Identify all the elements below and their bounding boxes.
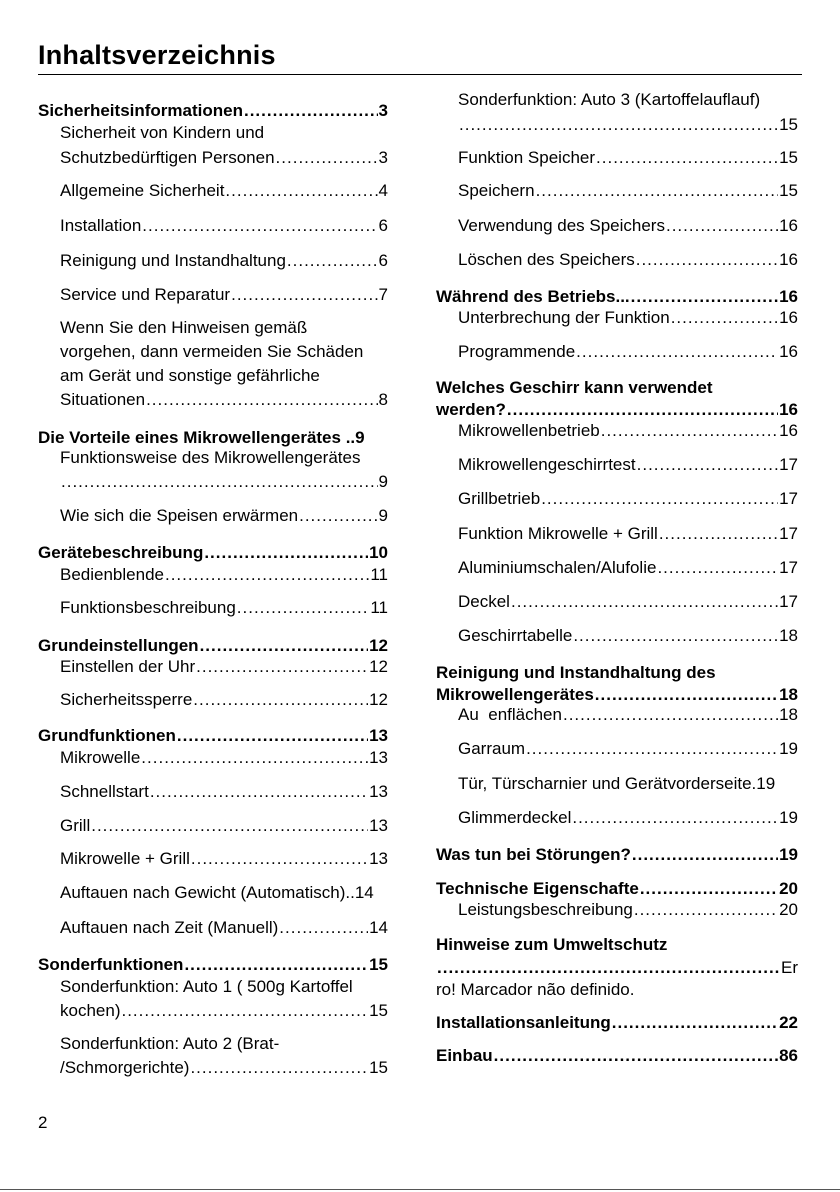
toc-label: Funktionsbeschreibung: [60, 598, 236, 617]
toc-label: Sonderfunktionen: [38, 955, 184, 974]
toc-entry[interactable]: [60, 179, 388, 203]
toc-label: kochen): [60, 1001, 121, 1020]
toc-label: Auftauen nach Gewicht (Automatisch)..: [60, 883, 355, 902]
toc-label: Mikrowellengerätes: [436, 685, 594, 704]
toc-page: 18: [779, 626, 798, 645]
toc-entry[interactable]: [458, 772, 798, 796]
toc-label: Programmende: [458, 342, 576, 361]
toc-entry[interactable]: [60, 316, 388, 340]
toc-page: 8: [378, 390, 388, 409]
toc-heading[interactable]: [436, 1011, 798, 1035]
toc-entry[interactable]: [60, 283, 388, 307]
toc-entry[interactable]: [458, 522, 798, 546]
toc-entry[interactable]: [458, 113, 798, 137]
toc-entry[interactable]: [60, 563, 388, 587]
toc-label: Sicherheit von Kindern und: [60, 123, 265, 142]
toc-label: Mikrowellenbetrieb: [458, 421, 600, 440]
toc-heading[interactable]: [38, 953, 388, 977]
toc-page: 86: [779, 1046, 798, 1065]
toc-heading[interactable]: [38, 99, 388, 123]
toc-label: Unterbrechung der Funktion: [458, 308, 670, 327]
toc-page: 15: [779, 181, 798, 200]
toc-heading[interactable]: [436, 843, 798, 867]
toc-label: Während des Betriebs...: [436, 287, 630, 306]
toc-page: 19: [779, 739, 798, 758]
toc-label: am Gerät und sonstige gefährliche: [60, 366, 320, 385]
toc-entry[interactable]: [458, 487, 798, 511]
toc-heading[interactable]: [436, 956, 798, 980]
toc-entry[interactable]: [60, 214, 388, 238]
toc-label: vorgehen, dann vermeiden Sie Schäden: [60, 342, 364, 361]
toc-label: Verwendung des Speichers: [458, 216, 665, 235]
toc-label: Wie sich die Speisen erwärmen: [60, 506, 299, 525]
toc-label: Garraum: [458, 739, 526, 758]
page-title: Inhaltsverzeichnis: [38, 40, 276, 70]
toc-entry[interactable]: [60, 446, 388, 470]
toc-label: Die Vorteile eines Mikrowellengerätes ..: [38, 428, 356, 447]
toc-page: 18: [779, 705, 798, 724]
toc-heading[interactable]: [436, 661, 798, 685]
title-rule: [38, 74, 802, 75]
toc-page: 16: [779, 308, 798, 327]
toc-page: 15: [369, 955, 388, 974]
toc-label: ro! Marcador não definido.: [436, 980, 635, 999]
toc-page: 13: [369, 782, 388, 801]
toc-label: Leistungsbeschreibung: [458, 900, 633, 919]
toc-entry[interactable]: [60, 249, 388, 273]
toc-page: 15: [779, 115, 798, 134]
toc-entry[interactable]: [458, 898, 798, 922]
toc-entry[interactable]: [60, 596, 388, 620]
toc-heading[interactable]: [436, 376, 798, 400]
toc-label: Gerätebeschreibung: [38, 543, 204, 562]
toc-entry[interactable]: [60, 1056, 388, 1080]
toc-entry[interactable]: [60, 814, 388, 838]
toc-entry[interactable]: [458, 590, 798, 614]
toc-entry[interactable]: [60, 688, 388, 712]
toc-label: Was tun bei Störungen?: [436, 845, 631, 864]
toc-page: 9: [378, 506, 388, 525]
toc-entry[interactable]: [458, 624, 798, 648]
toc-label: Grundfunktionen: [38, 726, 176, 745]
toc-label: Reinigung und Instandhaltung des: [436, 663, 716, 682]
toc-page: 19: [779, 808, 798, 827]
toc-page: 13: [369, 748, 388, 767]
toc-entry[interactable]: [458, 556, 798, 580]
toc-label: Grundeinstellungen: [38, 636, 199, 655]
toc-page: 7: [378, 285, 388, 304]
toc-entry[interactable]: [60, 999, 388, 1023]
toc-page: 19: [756, 774, 776, 793]
bottom-edge-line: [0, 1189, 840, 1190]
toc-label: Deckel: [458, 592, 510, 611]
toc-page: 17: [779, 489, 798, 508]
toc-page: 16: [779, 400, 798, 419]
toc-entry[interactable]: [60, 146, 388, 170]
toc-entry[interactable]: [60, 746, 388, 770]
toc-page: 14: [369, 918, 388, 937]
toc-label: Glimmerdeckel: [458, 808, 572, 827]
toc-page: 17: [779, 524, 798, 543]
toc-entry[interactable]: [60, 916, 388, 940]
toc-entry[interactable]: [60, 504, 388, 528]
toc-entry[interactable]: [458, 179, 798, 203]
toc-page: 13: [369, 816, 388, 835]
toc-page: 20: [779, 900, 798, 919]
toc-label: Mikrowelle: [60, 748, 141, 767]
toc-entry[interactable]: [60, 364, 388, 388]
toc-entry[interactable]: [458, 806, 798, 830]
toc-entry[interactable]: [458, 340, 798, 364]
toc-label: Mikrowelle + Grill: [60, 849, 190, 868]
toc-entry[interactable]: [60, 975, 388, 999]
toc-page: 12: [369, 657, 388, 676]
toc-label: Situationen: [60, 390, 146, 409]
toc-entry[interactable]: [60, 780, 388, 804]
toc-page: 16: [779, 342, 798, 361]
toc-label: Löschen des Speichers: [458, 250, 635, 269]
toc-label: Sonderfunktion: Auto 1 ( 500g Kartoffel: [60, 977, 353, 996]
toc-page: 13: [369, 726, 388, 745]
toc-label: Funktionsweise des Mikrowellengerätes: [60, 448, 361, 467]
toc-page: 6: [378, 251, 388, 270]
toc-heading[interactable]: [38, 724, 388, 748]
toc-entry[interactable]: [458, 88, 798, 112]
toc-page: 15: [779, 148, 798, 167]
toc-label: Einstellen der Uhr: [60, 657, 196, 676]
toc-page: 15: [369, 1001, 388, 1020]
toc-label: Schutzbedürftigen Personen: [60, 148, 275, 167]
toc-page: 18: [779, 685, 798, 704]
toc-page: 10: [369, 543, 388, 562]
toc-entry[interactable]: [458, 737, 798, 761]
toc-entry[interactable]: [60, 655, 388, 679]
toc-page: 12: [369, 690, 388, 709]
toc-entry[interactable]: [458, 453, 798, 477]
toc-page: 4: [378, 181, 388, 200]
toc-entry[interactable]: [60, 1032, 388, 1056]
toc-label: Tür, Türscharnier und Gerätvorderseite.: [458, 774, 757, 793]
toc-page: 16: [779, 216, 798, 235]
toc-page: 19: [779, 845, 798, 864]
toc-page: 9: [355, 428, 365, 447]
toc-page: 16: [779, 287, 798, 306]
toc-entry[interactable]: [60, 121, 388, 145]
toc-label: Sicherheitssperre: [60, 690, 193, 709]
toc-label: Welches Geschirr kann verwendet: [436, 378, 713, 397]
toc-page: 17: [779, 558, 798, 577]
toc-label: Wenn Sie den Hinweisen gemäß: [60, 318, 308, 337]
toc-label: Sonderfunktion: Auto 3 (Kartoffelauflauf): [458, 90, 761, 109]
toc-entry[interactable]: [60, 340, 388, 364]
toc-label: Allgemeine Sicherheit: [60, 181, 225, 200]
toc-label: Speichern: [458, 181, 535, 200]
toc-label: Einbau: [436, 1046, 493, 1065]
toc-page: 6: [378, 216, 388, 235]
toc-page: 14: [354, 883, 374, 902]
toc-entry[interactable]: [458, 248, 798, 272]
toc-page: 11: [370, 565, 388, 584]
toc-entry[interactable]: [458, 306, 798, 330]
toc-heading[interactable]: [436, 933, 798, 957]
toc-label: Auftauen nach Zeit (Manuell): [60, 918, 279, 937]
toc-page: Er: [781, 958, 798, 977]
toc-label: Funktion Mikrowelle + Grill: [458, 524, 658, 543]
toc-entry[interactable]: [436, 978, 798, 1002]
toc-label: Technische Eigenschafte: [436, 879, 639, 898]
page-number: 2: [38, 1113, 48, 1132]
toc-label: Au enflächen: [458, 705, 562, 724]
toc-page: 22: [779, 1013, 798, 1032]
toc-entry[interactable]: [60, 881, 388, 905]
toc-page: 11: [370, 598, 388, 617]
toc-label: Sonderfunktion: Auto 2 (Brat-: [60, 1034, 280, 1053]
toc-page: 3: [378, 148, 388, 167]
toc-label: Installation: [60, 216, 142, 235]
toc-entry[interactable]: [60, 470, 388, 494]
toc-heading[interactable]: [38, 541, 388, 565]
toc-heading[interactable]: [436, 1044, 798, 1068]
toc-entry[interactable]: [60, 388, 388, 412]
toc-page: 9: [378, 472, 388, 491]
toc-label: Hinweise zum Umweltschutz: [436, 935, 668, 954]
toc-entry[interactable]: [458, 703, 798, 727]
toc-label: Service und Reparatur: [60, 285, 231, 304]
toc-page: 17: [779, 592, 798, 611]
toc-label: Sicherheitsinformationen: [38, 101, 243, 120]
toc-entry[interactable]: [458, 419, 798, 443]
toc-label: Aluminiumschalen/Alufolie: [458, 558, 657, 577]
toc-label: Grill: [60, 816, 91, 835]
toc-page: 15: [369, 1058, 388, 1077]
toc-label: Geschirrtabelle: [458, 626, 573, 645]
toc-entry[interactable]: [458, 146, 798, 170]
toc-label: Reinigung und Instandhaltung: [60, 251, 286, 270]
toc-label: Bedienblende: [60, 565, 164, 584]
toc-entry[interactable]: [458, 214, 798, 238]
toc-page: 16: [779, 250, 798, 269]
toc-page: 12: [369, 636, 388, 655]
toc-label: Grillbetrieb: [458, 489, 541, 508]
toc-entry[interactable]: [60, 847, 388, 871]
toc-page: 16: [779, 421, 798, 440]
toc-label: Installationsanleitung: [436, 1013, 611, 1032]
toc-label: Schnellstart: [60, 782, 149, 801]
toc-label: werden?: [436, 400, 506, 419]
toc-label: Funktion Speicher: [458, 148, 596, 167]
toc-label: Mikrowellengeschirrtest: [458, 455, 636, 474]
toc-label: /Schmorgerichte): [60, 1058, 190, 1077]
toc-page: 13: [369, 849, 388, 868]
toc-page: 17: [779, 455, 798, 474]
toc-page: 20: [779, 879, 798, 898]
toc-page: 3: [378, 101, 388, 120]
